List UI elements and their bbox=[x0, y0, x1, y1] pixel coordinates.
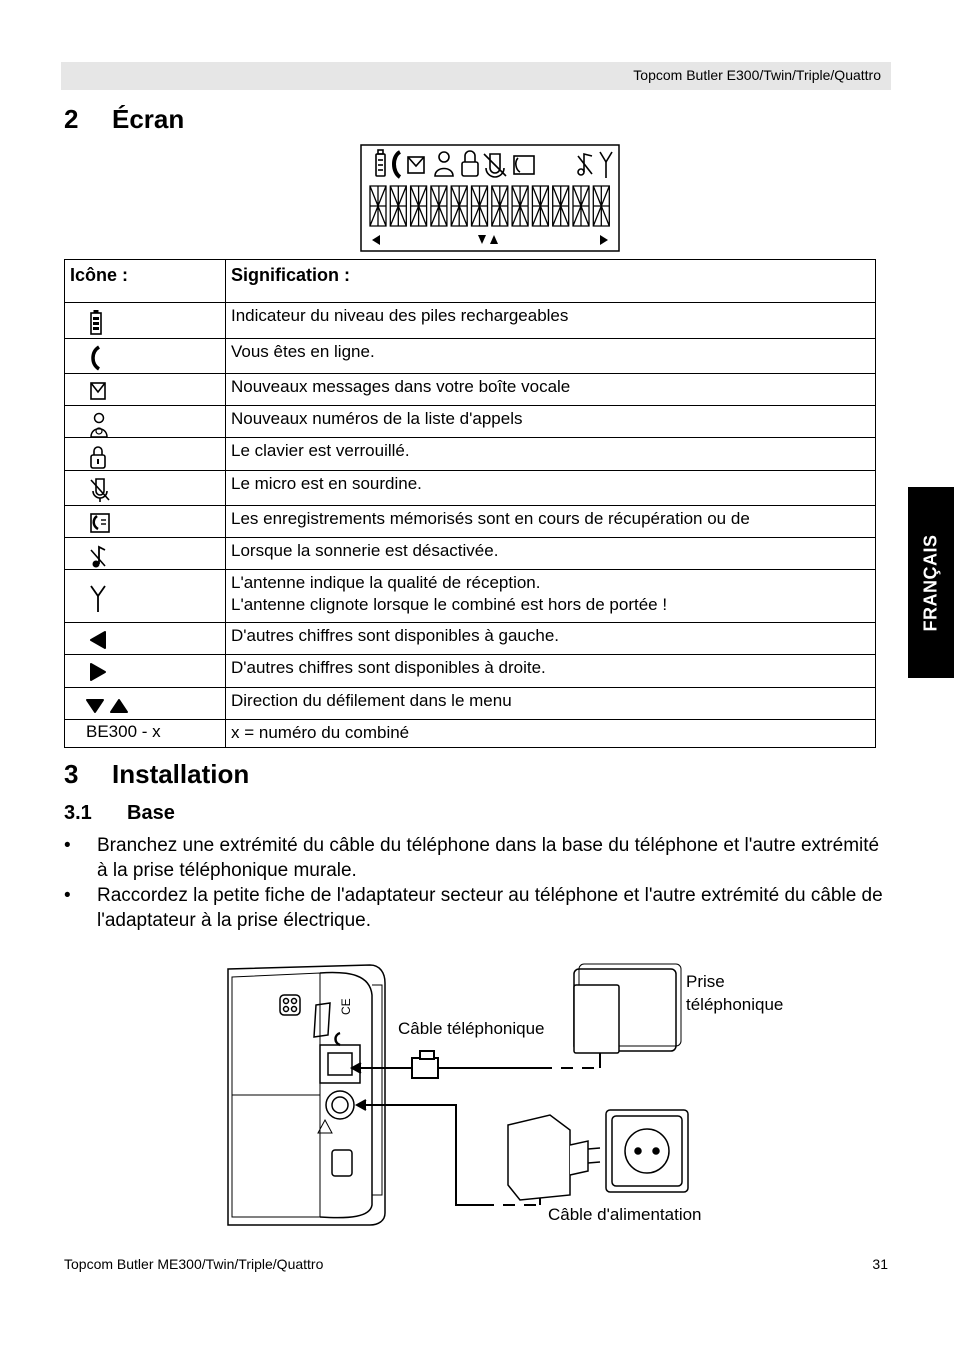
lcd-display-illustration bbox=[360, 144, 620, 252]
icon-cell bbox=[65, 655, 226, 688]
lcd-digit-cell bbox=[370, 186, 386, 226]
phonebook-icon bbox=[89, 512, 111, 534]
power-cable-label: Câble d'alimentation bbox=[548, 1205, 702, 1224]
table-row bbox=[65, 339, 876, 374]
icon-cell bbox=[65, 406, 226, 438]
header-title: Topcom Butler E300/Twin/Triple/Quattro bbox=[633, 67, 881, 83]
meaning-cell: Lorsque la sonnerie est désactivée. bbox=[226, 538, 876, 570]
base-station-drawing bbox=[228, 965, 385, 1225]
power-socket-drawing bbox=[606, 1110, 688, 1192]
table-row bbox=[65, 623, 876, 655]
icon-cell bbox=[65, 471, 226, 506]
icon-cell bbox=[65, 570, 226, 623]
wall-phone-jack-drawing bbox=[574, 964, 681, 1053]
section-number: 3.1 bbox=[64, 802, 92, 824]
list-item-text: Branchez une extrémité du câble du téléphone dans la base du téléphone et l'autre extrémité à la prise téléphonique murale. bbox=[97, 835, 880, 881]
table-row bbox=[65, 655, 876, 688]
lcd-digit-cell bbox=[593, 186, 609, 226]
arrow-right-icon bbox=[89, 661, 107, 683]
voicemail-icon bbox=[89, 380, 107, 402]
icon-cell bbox=[65, 506, 226, 538]
table-row bbox=[65, 720, 876, 748]
meaning-cell: Indicateur du niveau des piles rechargeables bbox=[226, 303, 876, 339]
meaning-cell: Direction du défilement dans le menu bbox=[226, 688, 876, 720]
icon-cell bbox=[65, 303, 226, 339]
phone-cable-label: Câble téléphonique bbox=[398, 1019, 545, 1038]
icon-cell bbox=[65, 339, 226, 374]
section-title: Installation bbox=[112, 759, 250, 789]
power-adapter-drawing bbox=[508, 1115, 600, 1200]
meaning-cell: D'autres chiffres sont disponibles à gauche. bbox=[226, 623, 876, 655]
column-header-icon: Icône : bbox=[65, 260, 226, 303]
icon-cell bbox=[65, 623, 226, 655]
meaning-cell: Vous êtes en ligne. bbox=[226, 339, 876, 374]
meaning-cell: Les enregistrements mémorisés sont en cours de récupération ou de bbox=[226, 506, 876, 538]
table-row bbox=[65, 538, 876, 570]
arrows-updown-icon bbox=[85, 694, 131, 716]
footer-title: Topcom Butler ME300/Twin/Triple/Quattro bbox=[64, 1256, 324, 1272]
icon-cell bbox=[65, 688, 226, 720]
lcd-digit-cell bbox=[553, 186, 569, 226]
icon-meaning-table bbox=[64, 259, 876, 748]
lcd-digit-cell bbox=[512, 186, 528, 226]
icon-cell bbox=[65, 720, 226, 748]
list-item: • Branchez une extrémité du câble du téléphone dans la base du téléphone et l'autre extrémité à la prise téléphonique murale. bbox=[64, 835, 880, 881]
section-3-1-heading bbox=[64, 802, 175, 825]
icon-cell bbox=[65, 538, 226, 570]
lcd-digit-cell bbox=[431, 186, 447, 226]
section-number: 2 bbox=[64, 104, 79, 134]
page-number: 31 bbox=[872, 1256, 888, 1272]
table-row bbox=[65, 374, 876, 406]
table-row bbox=[65, 406, 876, 438]
header-bar bbox=[61, 62, 891, 90]
table-row bbox=[65, 471, 876, 506]
meaning-line-1: L'antenne indique la qualité de réception. bbox=[231, 573, 541, 592]
lock-icon bbox=[89, 444, 107, 470]
section-number: 3 bbox=[64, 759, 79, 789]
lcd-digit-cell bbox=[492, 186, 508, 226]
meaning-cell: Nouveaux messages dans votre boîte vocale bbox=[226, 374, 876, 406]
call-list-icon bbox=[89, 412, 109, 438]
meaning-cell: Nouveaux numéros de la liste d'appels bbox=[226, 406, 876, 438]
section-title: Base bbox=[127, 802, 175, 824]
ce-mark-text: CE bbox=[339, 998, 353, 1015]
phone-cable-drawing bbox=[352, 1051, 600, 1078]
meaning-cell: Le clavier est verrouillé. bbox=[226, 438, 876, 471]
table-row bbox=[65, 688, 876, 720]
ringer-off-icon bbox=[89, 544, 107, 570]
instruction-list bbox=[64, 833, 884, 933]
handset-name-label: BE300 - x bbox=[86, 722, 161, 741]
table-header-row bbox=[65, 260, 876, 303]
meaning-cell: x = numéro du combiné bbox=[226, 720, 876, 748]
column-header-meaning: Signification : bbox=[226, 260, 876, 303]
section-3-heading bbox=[64, 759, 249, 790]
meaning-cell: Le micro est en sourdine. bbox=[226, 471, 876, 506]
section-title: Écran bbox=[112, 104, 185, 134]
lcd-digit-cell bbox=[573, 186, 589, 226]
table-row bbox=[65, 570, 876, 623]
lcd-digit-cell bbox=[472, 186, 488, 226]
lcd-digit-cell bbox=[390, 186, 406, 226]
mute-mic-icon bbox=[89, 477, 111, 503]
language-label: FRANÇAIS bbox=[920, 534, 941, 631]
antenna-icon bbox=[89, 584, 107, 614]
lcd-digit-cell bbox=[411, 186, 427, 226]
meaning-cell bbox=[226, 570, 876, 623]
arrow-left-icon bbox=[89, 629, 107, 651]
meaning-cell: D'autres chiffres sont disponibles à droite. bbox=[226, 655, 876, 688]
table-row bbox=[65, 438, 876, 471]
list-item: • Raccordez la petite fiche de l'adaptateur secteur au téléphone et l'autre extrémité du câble de l'adaptateur à la prise électrique. bbox=[64, 885, 883, 931]
battery-icon bbox=[89, 309, 103, 335]
lcd-digit-cell bbox=[532, 186, 548, 226]
icon-cell bbox=[65, 438, 226, 471]
lcd-digit-cell bbox=[451, 186, 467, 226]
wall-jack-label-line-1: Prise bbox=[686, 972, 725, 991]
wall-jack-label-line-2: téléphonique bbox=[686, 995, 784, 1014]
language-side-tab bbox=[908, 487, 954, 678]
table-row bbox=[65, 506, 876, 538]
icon-cell bbox=[65, 374, 226, 406]
table-row bbox=[65, 303, 876, 339]
handset-icon bbox=[89, 345, 103, 371]
section-2-heading bbox=[64, 104, 184, 135]
list-item-text: Raccordez la petite fiche de l'adaptateur secteur au téléphone et l'autre extrémité du câble de l'adaptateur à la prise électrique. bbox=[97, 885, 883, 931]
meaning-line-2: L'antenne clignote lorsque le combiné est hors de portée ! bbox=[231, 595, 668, 614]
